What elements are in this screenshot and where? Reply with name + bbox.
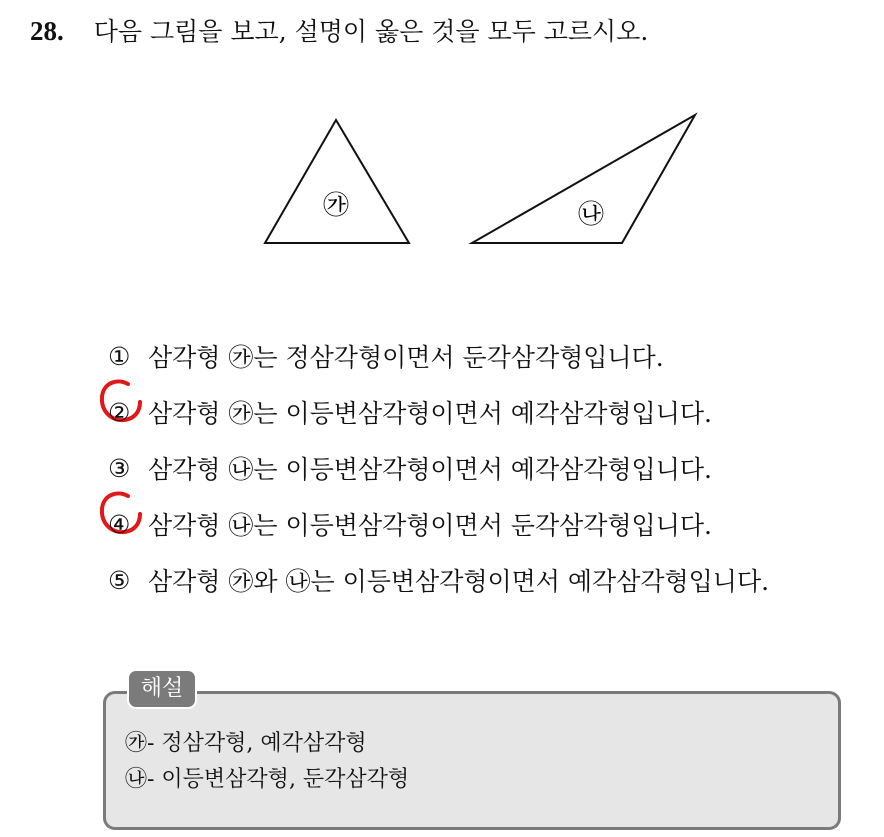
- option-1[interactable]: [108, 328, 769, 384]
- option-number: ⑤: [108, 565, 131, 595]
- option-text: 삼각형 ㉯는 이등변삼각형이면서 예각삼각형입니다.: [148, 455, 712, 484]
- option-text: 삼각형 ㉮는 정삼각형이면서 둔각삼각형입니다.: [148, 343, 664, 372]
- explanation-title: 해설: [127, 669, 197, 709]
- question-text: 다음 그림을 보고, 설명이 옳은 것을 모두 고르시오.: [93, 17, 649, 46]
- explanation-line-na: ㉯- 이등변삼각형, 둔각삼각형: [125, 767, 410, 792]
- option-2[interactable]: [108, 384, 769, 440]
- triangle-ga-shape: [265, 120, 409, 243]
- options-list: [108, 328, 769, 608]
- option-text: 삼각형 ㉮와 ㉯는 이등변삼각형이면서 예각삼각형입니다.: [148, 567, 770, 596]
- explanation-lines: [125, 726, 409, 798]
- triangle-ga: [265, 120, 409, 243]
- option-number: ③: [108, 453, 131, 483]
- question-number: 28.: [30, 16, 64, 46]
- triangles-figure: [0, 0, 884, 300]
- option-number: ④: [108, 509, 131, 539]
- option-3[interactable]: [108, 440, 769, 496]
- triangle-ga-label: ㉮: [322, 191, 350, 221]
- option-text: 삼각형 ㉮는 이등변삼각형이면서 예각삼각형입니다.: [148, 399, 712, 428]
- triangle-na-label: ㉯: [577, 200, 605, 230]
- option-4[interactable]: [108, 496, 769, 552]
- explanation-line-ga: ㉮- 정삼각형, 예각삼각형: [125, 731, 367, 756]
- option-number: ②: [108, 397, 131, 427]
- option-number: ①: [108, 341, 131, 371]
- triangle-na: [472, 115, 695, 243]
- option-text: 삼각형 ㉯는 이등변삼각형이면서 둔각삼각형입니다.: [148, 511, 712, 540]
- option-5[interactable]: [108, 552, 769, 608]
